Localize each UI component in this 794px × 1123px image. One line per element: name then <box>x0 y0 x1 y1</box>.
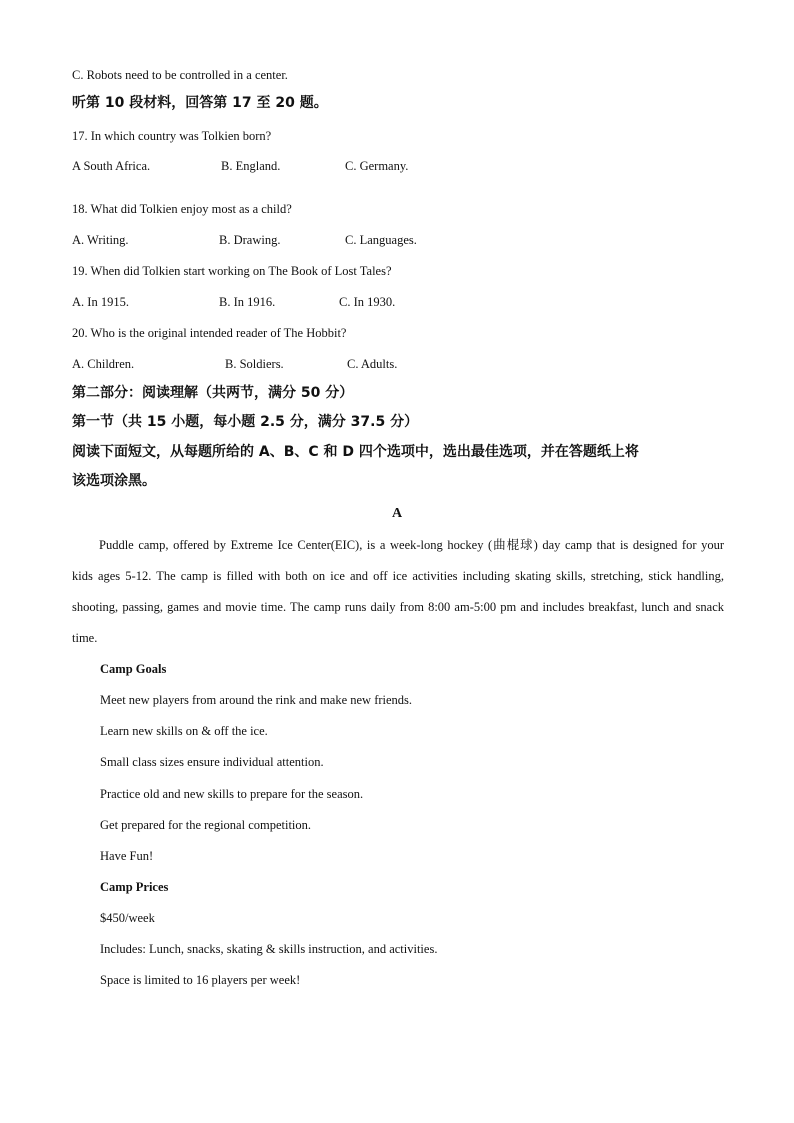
goal-item: Small class sizes ensure individual attention. <box>100 755 324 769</box>
passage-paragraph: Puddle camp, offered by Extreme Ice Center(EIC), is a week-long hockey (曲棍球) day camp that is designed for your kids ages 5-12. The camp is filled with both on ice and off ice activities including skating skills, stretching, stick handling, shooting, passing, games and movie time. The camp runs daily from 8:00 am-5:00 pm and includes breakfast, lunch and snack time. <box>72 538 724 645</box>
listening-section-instruction: 听第 10 段材料，回答第 17 至 20 题。 <box>72 95 328 111</box>
reading-instruction-line2: 该选项涂黑。 <box>72 473 156 489</box>
reading-instruction-line1: 阅读下面短文，从每题所给的 A、B、C 和 D 四个选项中，选出最佳选项，并在答题纸上将 <box>72 444 639 460</box>
camp-prices-heading: Camp Prices <box>100 880 169 894</box>
option-a: A. Children. <box>72 357 135 371</box>
option-b: B. England. <box>221 159 281 173</box>
option-b: B. In 1916. <box>219 295 276 309</box>
previous-option-c: C. Robots need to be controlled in a center. <box>72 68 288 82</box>
reading-section-title: 第一节（共 15 小题，每小题 2.5 分，满分 37.5 分） <box>72 414 419 430</box>
goal-item: Get prepared for the regional competition. <box>100 818 312 832</box>
option-c: C. Adults. <box>347 357 398 371</box>
option-a: A. In 1915. <box>72 295 129 309</box>
camp-goals-heading: Camp Goals <box>100 662 167 676</box>
question-19: 19. When did Tolkien start working on The Book of Lost Tales? <box>72 264 392 278</box>
option-b: B. Drawing. <box>219 233 281 247</box>
goal-item: Have Fun! <box>100 849 154 863</box>
camp-includes: Includes: Lunch, snacks, skating & skills instruction, and activities. <box>100 942 438 956</box>
option-b: B. Soldiers. <box>225 357 284 371</box>
question-20: 20. Who is the original intended reader of The Hobbit? <box>72 326 347 340</box>
option-c: C. Germany. <box>345 159 409 173</box>
reading-part-title: 第二部分：阅读理解（共两节，满分 50 分） <box>72 385 354 401</box>
goal-item: Practice old and new skills to prepare for the season. <box>100 787 364 801</box>
space-limit-note: Space is limited to 16 players per week! <box>100 973 301 987</box>
passage-label: A <box>391 506 403 521</box>
option-c: C. In 1930. <box>339 295 396 309</box>
goal-item: Learn new skills on & off the ice. <box>100 724 268 738</box>
goal-item: Meet new players from around the rink and make new friends. <box>100 693 413 707</box>
question-18: 18. What did Tolkien enjoy most as a child? <box>72 202 292 216</box>
option-a: A. Writing. <box>72 233 129 247</box>
question-17: 17. In which country was Tolkien born? <box>72 129 272 143</box>
option-a: A South Africa. <box>72 159 151 173</box>
option-c: C. Languages. <box>345 233 417 247</box>
camp-price: $450/week <box>100 911 155 925</box>
